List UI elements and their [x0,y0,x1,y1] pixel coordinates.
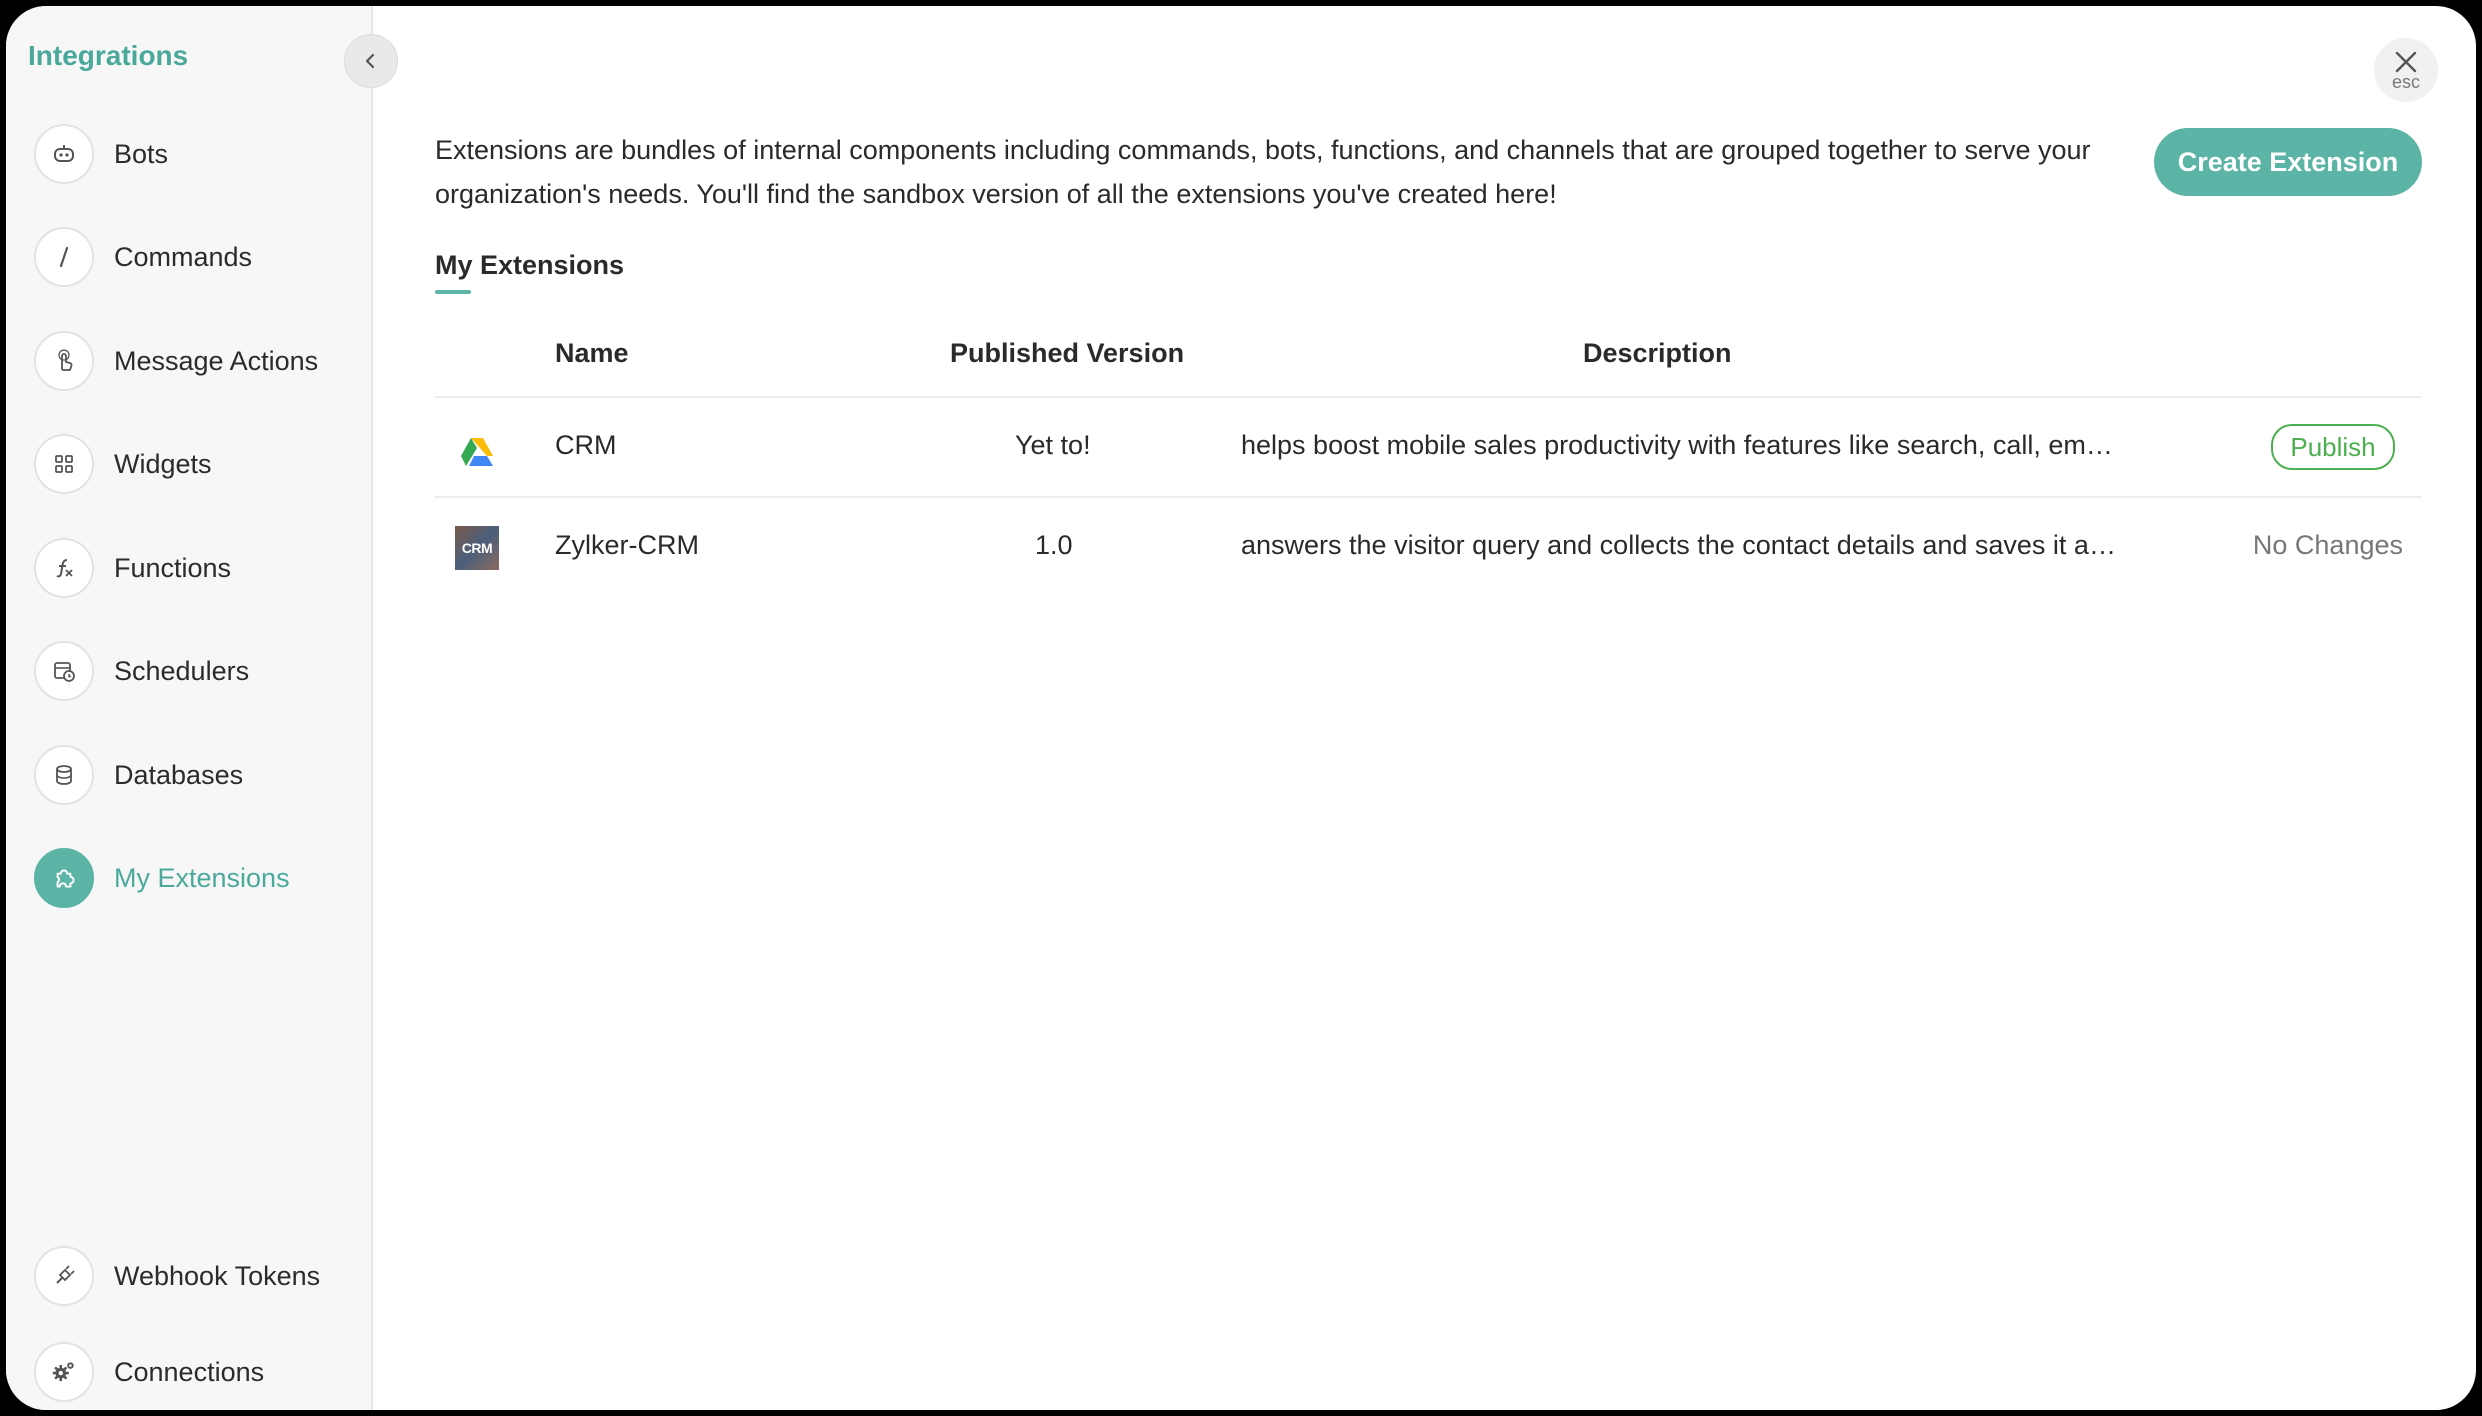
sidebar-item-message-actions[interactable] [34,329,318,393]
intro-text: Extensions are bundles of internal components including commands, bots, functions, and channels that are grouped together to serve your organization's needs. You'll find the sandbox version of all the extensions you've created here! [435,135,2091,209]
sidebar-item-databases[interactable] [34,743,243,807]
sidebar-item-widgets[interactable] [34,432,212,496]
grid-icon [34,434,94,494]
sidebar-item-label: Bots [114,138,169,169]
sidebar-item-label: Databases [114,759,244,790]
main-content [373,6,2476,1410]
puzzle-icon [34,848,94,908]
tab-active-indicator [435,290,471,294]
close-button[interactable] [2374,38,2438,102]
sidebar-item-label: Widgets [114,448,212,479]
column-header-name: Name [555,338,629,368]
create-extension-button[interactable]: Create Extension [2154,128,2422,196]
extension-name: CRM [555,430,617,460]
zylker-crm-thumbnail: CRM [455,526,499,570]
sidebar-title: Integrations [28,40,189,71]
sidebar [6,6,373,1410]
published-version: Yet to! [1015,430,1091,460]
slash-icon [34,227,94,287]
sidebar-item-label: Schedulers [114,655,250,686]
extension-description: helps boost mobile sales productivity with features like search, call, em… [1241,430,2113,460]
sidebar-item-label: Message Actions [114,345,319,376]
sidebar-item-my-extensions[interactable] [34,846,290,910]
publish-button[interactable]: Publish [2271,424,2395,470]
extension-name: Zylker-CRM [555,530,699,560]
table-row[interactable] [435,396,2421,498]
touch-icon [34,331,94,391]
gears-icon [34,1342,94,1402]
esc-hint: esc [2391,71,2420,92]
sidebar-item-commands[interactable] [34,225,252,289]
extension-description: answers the visitor query and collects the contact details and saves it a… [1241,530,2116,560]
sidebar-item-connections[interactable] [34,1340,264,1404]
sidebar-item-label: Functions [114,552,232,583]
tab-my-extensions[interactable]: My Extensions [435,250,625,280]
sidebar-item-schedulers[interactable] [34,639,249,703]
status-no-changes: No Changes [2252,530,2403,560]
bot-icon [34,124,94,184]
plug-icon [34,1246,94,1306]
published-version: 1.0 [1035,530,1073,560]
sidebar-item-bots[interactable] [34,122,168,186]
google-drive-icon [455,430,499,474]
column-header-description: Description [1583,338,1732,368]
collapse-sidebar-button[interactable] [344,34,398,88]
sidebar-item-webhook-tokens[interactable] [34,1244,320,1308]
table-row[interactable] [435,496,2421,598]
function-icon [34,538,94,598]
scheduler-icon [34,641,94,701]
column-header-published-version: Published Version [950,338,1185,368]
sidebar-item-label: My Extensions [114,862,290,893]
integrations-window [6,6,2476,1410]
database-icon [34,745,94,805]
sidebar-item-functions[interactable] [34,536,231,600]
chevron-left-icon [360,50,382,72]
sidebar-item-label: Commands [114,241,253,272]
sidebar-item-label: Connections [114,1356,265,1387]
sidebar-item-label: Webhook Tokens [114,1260,321,1291]
